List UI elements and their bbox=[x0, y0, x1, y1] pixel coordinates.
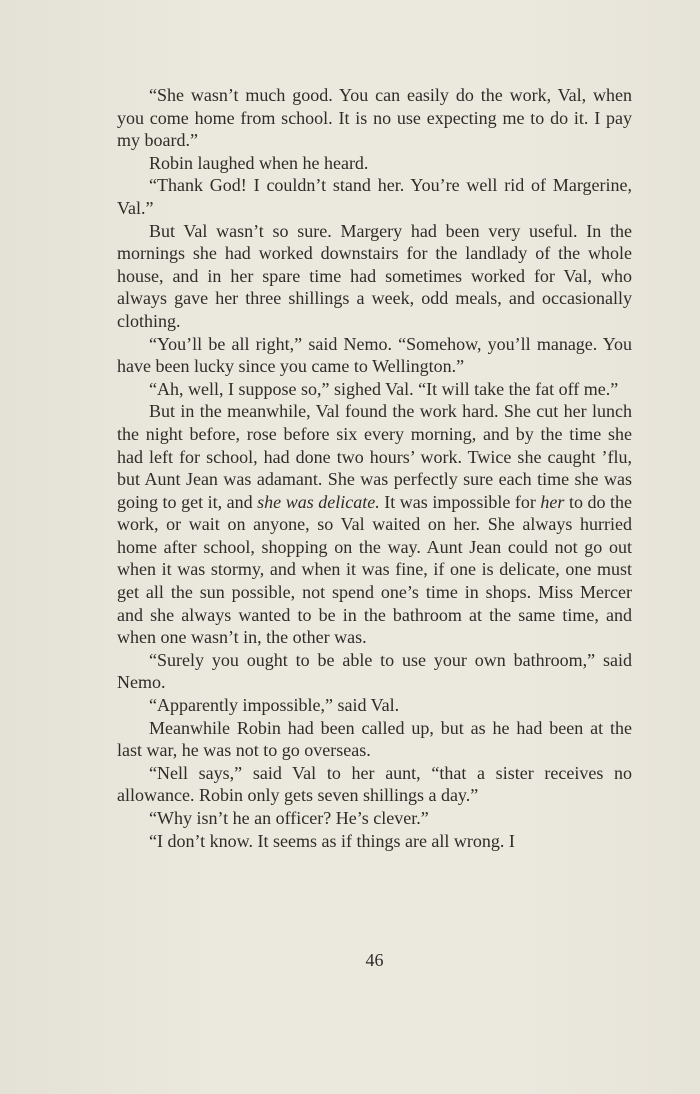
paragraph: “Apparently impossible,” said Val. bbox=[149, 695, 400, 716]
paragraph: “I don’t know. It seems as if things are all wrong. I bbox=[149, 830, 515, 851]
page-number: 46 bbox=[365, 950, 384, 970]
paragraph: “Nell says,” said Val to her aunt, “that a sister receives no allowance. Robin only gets seven shillings a day.” bbox=[117, 762, 632, 806]
paragraph-text: It was impossible for bbox=[379, 491, 541, 512]
paragraph-text: to do the work, or wait on anyone, so Val waited on her. She always hurried home after school, shopping on the way. Aunt Jean could not go out when it was stormy, and when it was fine, if one is delicate, one must get all the sun possible, not spend one’s time in shops. Miss Mercer and she always wanted to be in the bathroom at the same time, and when one wasn’t in, the other was. bbox=[117, 491, 633, 648]
paragraph: Meanwhile Robin had been called up, but as he had been at the last war, he was not to go overseas. bbox=[117, 717, 632, 761]
paragraph: “Thank God! I couldn’t stand her. You’re well rid of Margerine, Val.” bbox=[117, 175, 632, 218]
body-text bbox=[117, 84, 632, 852]
italic-word: her bbox=[540, 491, 565, 512]
paragraph: “Why isn’t he an officer? He’s clever.” bbox=[149, 808, 429, 828]
italic-phrase: she was delicate. bbox=[257, 491, 380, 512]
paragraph: “Surely you ought to be able to use your own bathroom,” said Nemo. bbox=[117, 649, 632, 693]
paragraph: “You’ll be all right,” said Nemo. “Somehow, you’ll manage. You have been lucky since you came to Wellington.” bbox=[117, 333, 632, 377]
paragraph: “Ah, well, I suppose so,” sighed Val. “It will take the fat off me.” bbox=[149, 378, 619, 399]
paragraph: Robin laughed when he heard. bbox=[149, 152, 369, 173]
paragraph-text: But in the meanwhile, Val found the work hard. She cut her lunch the night before, rose before six every morning, and by the time she had left for school, had done two hours’ work. Twice she caught ’flu, but Aunt Jean was adamant. She was perfectly sure each time she was going to get it, and bbox=[117, 401, 632, 512]
paragraph: But Val wasn’t so sure. Margery had been very useful. In the mornings she had worked downstairs for the landlady of the whole house, and in her spare time had sometimes worked for Val, who always gave her three shillings a week, odd meals, and occasionally clothing. bbox=[117, 220, 632, 331]
paragraph bbox=[117, 400, 632, 649]
paragraph: “She wasn’t much good. You can easily do the work, Val, when you come home from school. It is no use expecting me to do it. I pay my board.” bbox=[117, 85, 632, 151]
